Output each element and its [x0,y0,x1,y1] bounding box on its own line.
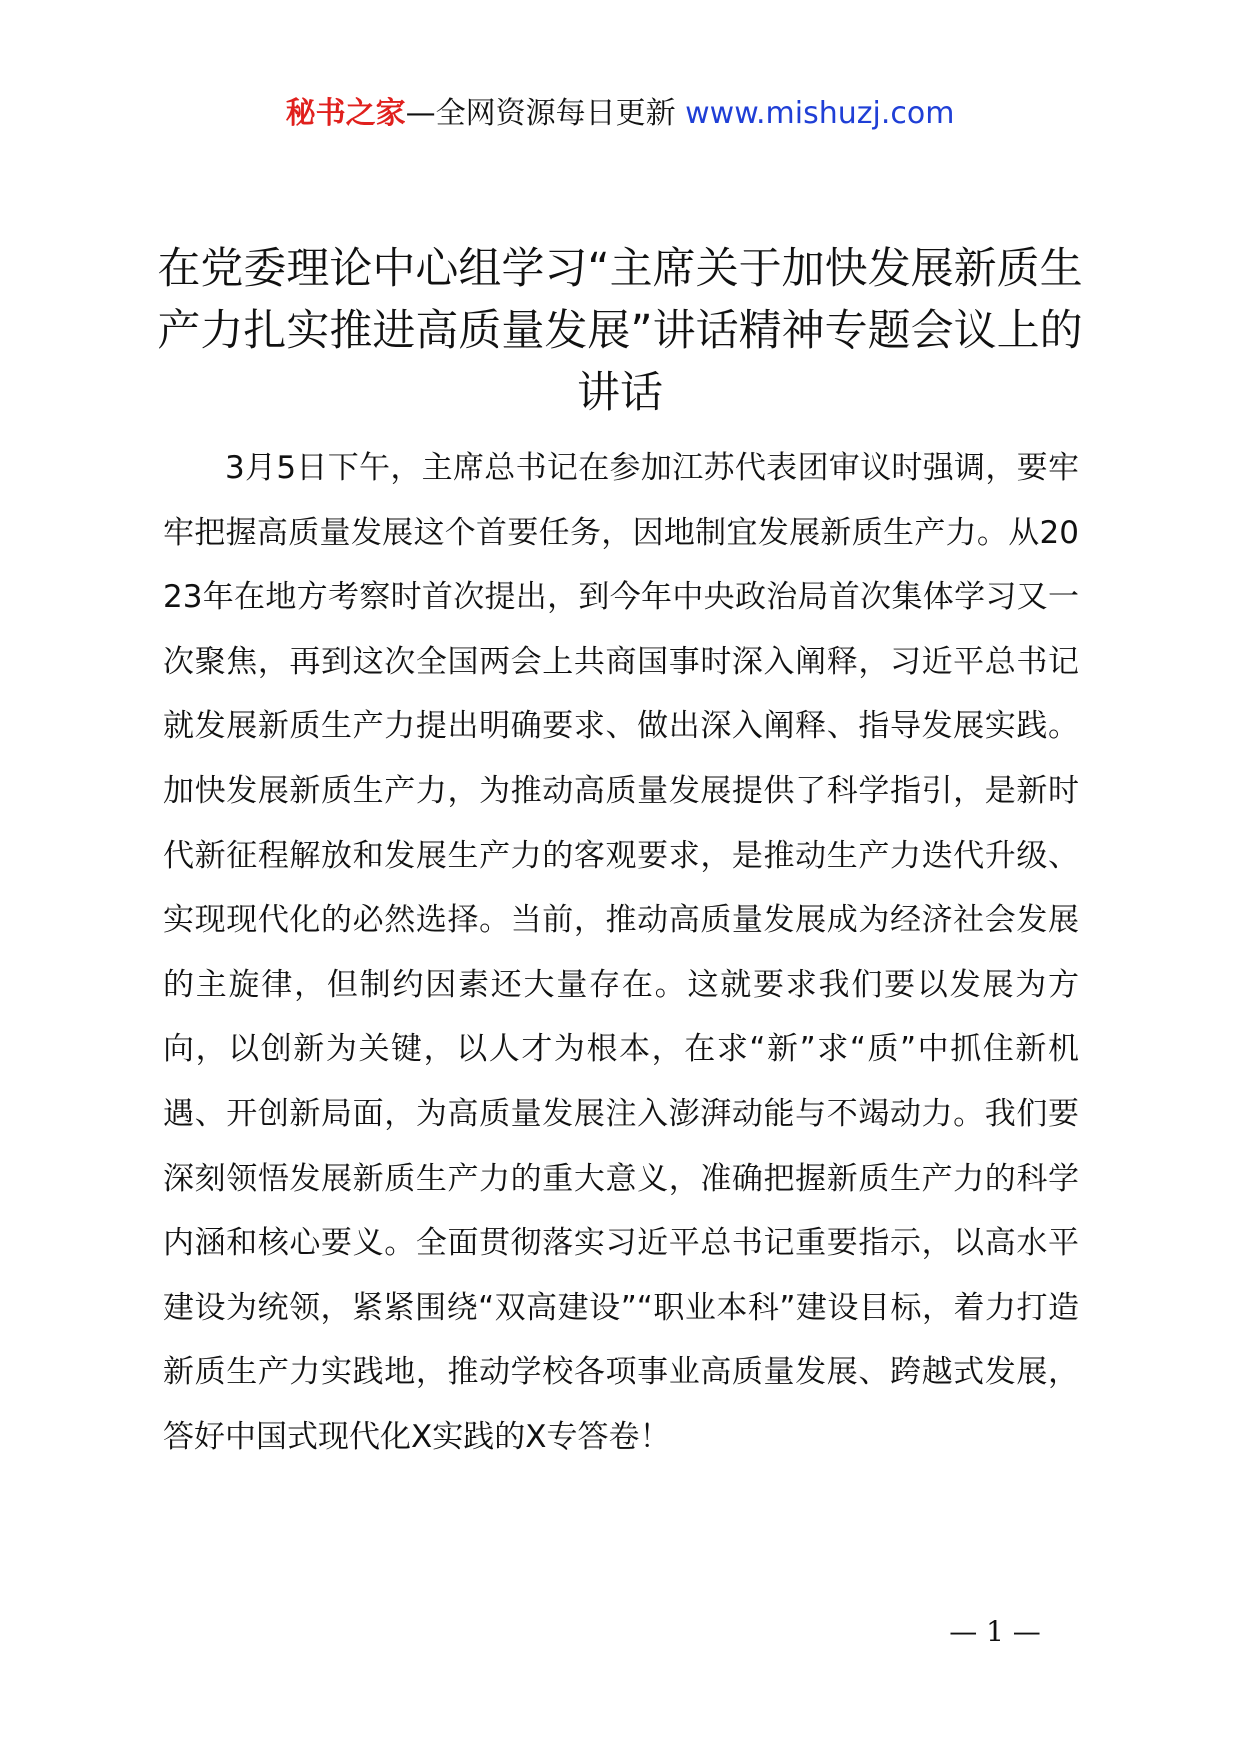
site-name: 秘书之家 [285,96,406,131]
page-number: — 1 — [949,1615,1041,1648]
site-tagline: —全网资源每日更新 [405,96,686,131]
document-body-paragraph: 3月5日下午，主席总书记在参加江苏代表团审议时强调，要牢牢把握高质量发展这个首要任务，因地制宜发展新质生产力。从2023年在地方考察时首次提出，到今年中央政治局首次集体学习又一次聚焦，再到这次全国两会上共商国事时深入阐释，习近平总书记就发展新质生产力提出明确要求、做出深入阐释、指导发展实践。加快发展新质生产力，为推动高质量发展提供了科学指引，是新时代新征程解放和发展生产力的客观要求，是推动生产力迭代升级、实现现代化的必然选择。当前，推动高质量发展成为经济社会发展的主旋律，但制约因素还大量存在。这就要求我们要以发展为方向，以创新为关键，以人才为根本，在求“新”求“质”中抓住新机遇、开创新局面，为高质量发展注入澎湃动能与不竭动力。我们要深刻领悟发展新质生产力的重大意义，准确把握新质生产力的科学内涵和核心要义。全面贯彻落实习近平总书记重要指示，以高水平建设为统领，紧紧围绕“双高建设”“职业本科”建设目标，着力打造新质生产力实践地，推动学校各项事业高质量发展、跨越式发展，答好中国式现代化X实践的X专答卷！ [163,450,1079,1455]
document-title: 在党委理论中心组学习“主席关于加快发展新质生产力扎实推进高质量发展”讲话精神专题会议上的讲话 [157,244,1083,418]
site-header [0,94,1240,134]
site-url-link[interactable]: www.mishuzj.com [685,96,955,131]
